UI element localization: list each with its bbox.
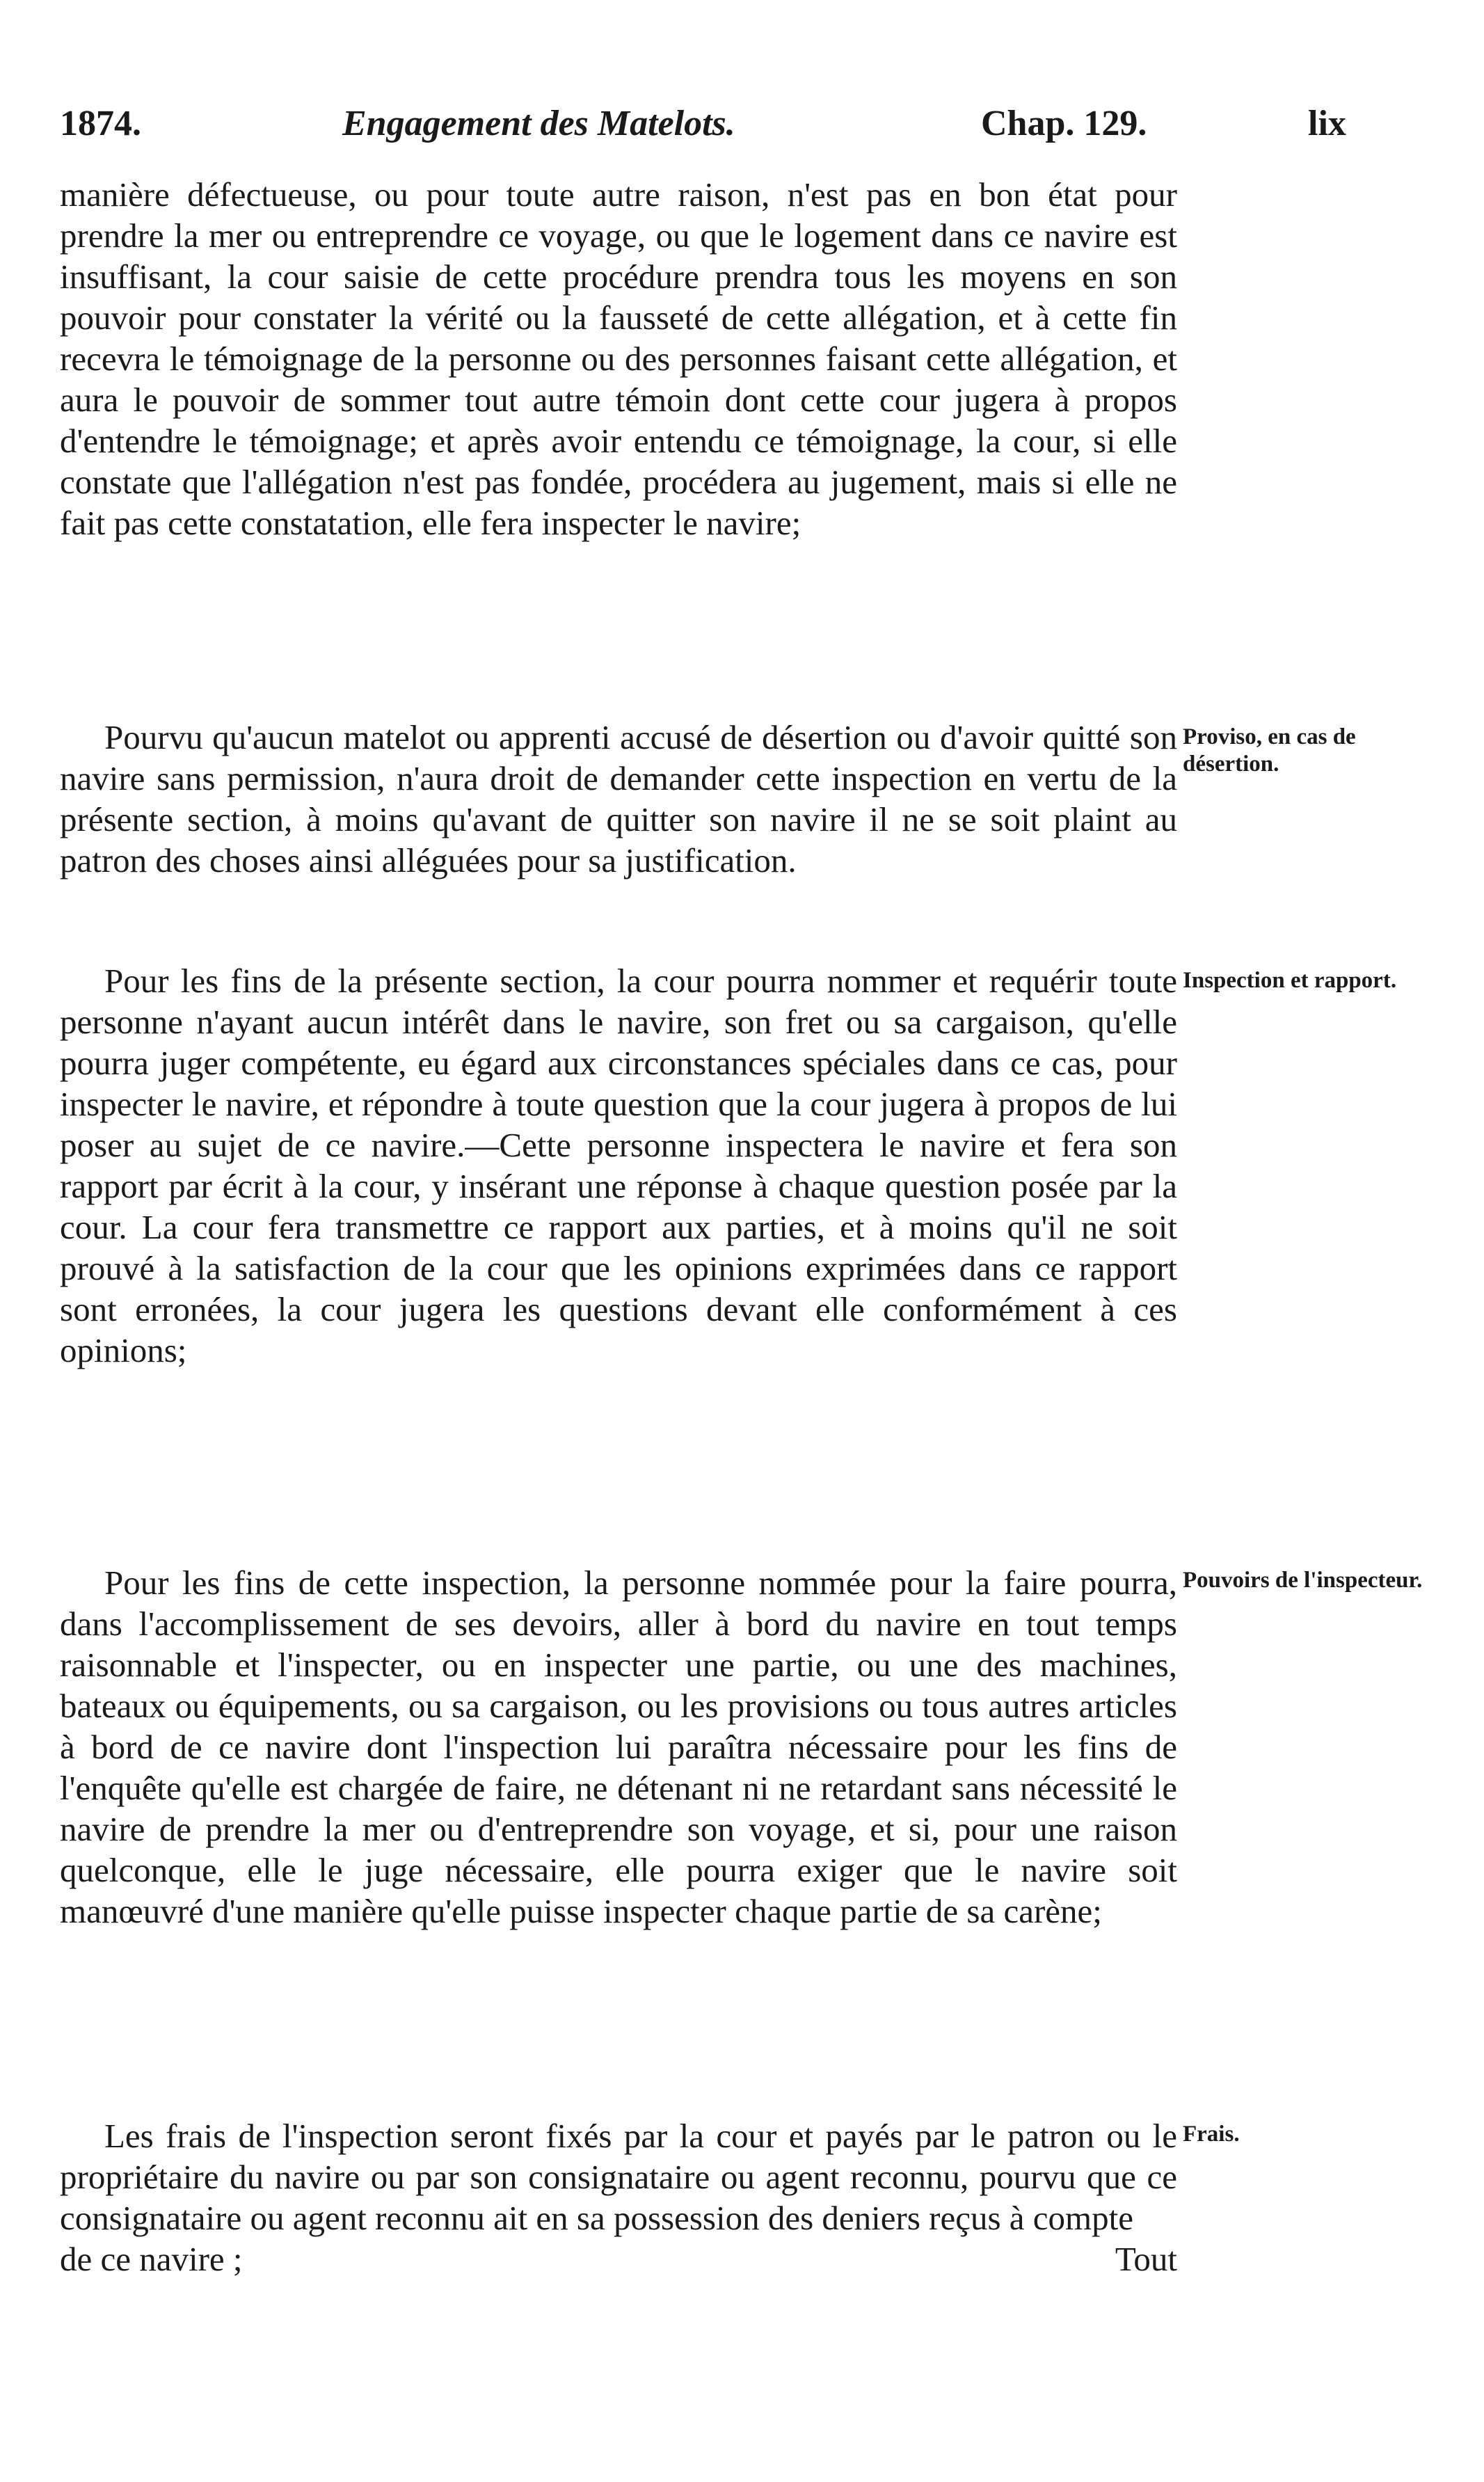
final-line: [60, 2238, 1177, 2280]
paragraph-inspector-powers: Pour les fins de cette inspection, la personne nommée pour la faire pourra, dans l'accomplissement de ses devoirs, aller à bord du navire en tout temps raisonnable et l'inspecter, ou en inspecter une partie, ou une des machines, bateaux ou équipements, ou sa cargaison, ou les provisions ou tous autres articles à bord de ce navire dont l'inspection lui paraîtra nécessaire pour les fins de l'enquête qu'elle est chargée de faire, ne détenant ni ne retardant sans nécessité le navire de prendre la mer ou d'entreprendre son voyage, et si, pour une raison quelconque, elle le juge nécessaire, elle pourra exiger que le navire soit manœuvré d'une manière qu'elle puisse inspecter chaque partie de sa carène;: [60, 1564, 1177, 1930]
margin-note-inspector-powers: Pouvoirs de l'inspecteur.: [1183, 1568, 1423, 1593]
margin-note-fees: Frais.: [1183, 2122, 1240, 2147]
header-page-number: lix: [1308, 104, 1346, 143]
paragraph-continuation: manière défectueuse, ou pour toute autre raison, n'est pas en bon état pour prendre la mer ou entreprendre ce voyage, ou que le logement dans ce navire est insuffisant, la cour saisie de cette procédure prendra tous les moyens en son pouvoir pour constater la vérité ou la fausseté de cette allégation, et à cette fin recevra le témoignage de la personne ou des personnes faisant cette allégation, et aura le pouvoir de sommer tout autre témoin dont cette cour jugera à propos d'entendre le témoignage; et après avoir entendu ce témoignage, la cour, si elle constate que l'allégation n'est pas fondée, procédera au jugement, mais si elle ne fait pas cette constatation, elle fera inspecter le navire;: [60, 175, 1177, 542]
header-title: Engagement des Matelots.: [342, 104, 735, 143]
header-year: 1874.: [60, 104, 141, 143]
header-chapter: Chap. 129.: [981, 104, 1147, 143]
paragraph-proviso: Pourvu qu'aucun matelot ou apprenti accusé de désertion ou d'avoir quitté son navire sans permission, n'aura droit de demander cette inspection en vertu de la présente section, à moins qu'avant de quitter son navire il ne se soit plaint au patron des choses ainsi alléguées pour sa justification.: [60, 718, 1177, 880]
paragraph-fees-block: [60, 2115, 1177, 2280]
margin-note-proviso: Proviso, en cas de désertion.: [1183, 724, 1356, 777]
paragraph-inspection: Pour les fins de la présente section, la cour pourra nommer et requérir toute personne n'ayant aucun intérêt dans le navire, son fret ou sa cargaison, qu'elle pourra juger compétente, eu égard aux circonstances spéciales dans ce cas, pour inspecter le navire, et répondre à toute question que la cour jugera à propos de lui poser au sujet de ce navire.—Cette personne inspectera le navire et fera son rapport par écrit à la cour, y insérant une réponse à chaque question posée par la cour. La cour fera transmettre ce rapport aux parties, et à moins qu'il ne soit prouvé à la satisfaction de la cour que les opinions exprimées dans ce rapport sont erronées, la cour jugera les questions devant elle conformément à ces opinions;: [60, 962, 1177, 1369]
margin-note-inspection: Inspection et rapport.: [1183, 968, 1397, 993]
catchword: Tout: [1115, 2240, 1177, 2278]
paragraph-fees: Les frais de l'inspection seront fixés par la cour et payés par le patron ou le propriétaire du navire ou par son consignataire ou agent reconnu, pourvu que ce consignataire ou agent reconnu ait en sa possession des deniers reçus à compte: [60, 2117, 1177, 2237]
final-line-text: de ce navire ;: [60, 2240, 243, 2278]
running-header: [0, 96, 1484, 152]
